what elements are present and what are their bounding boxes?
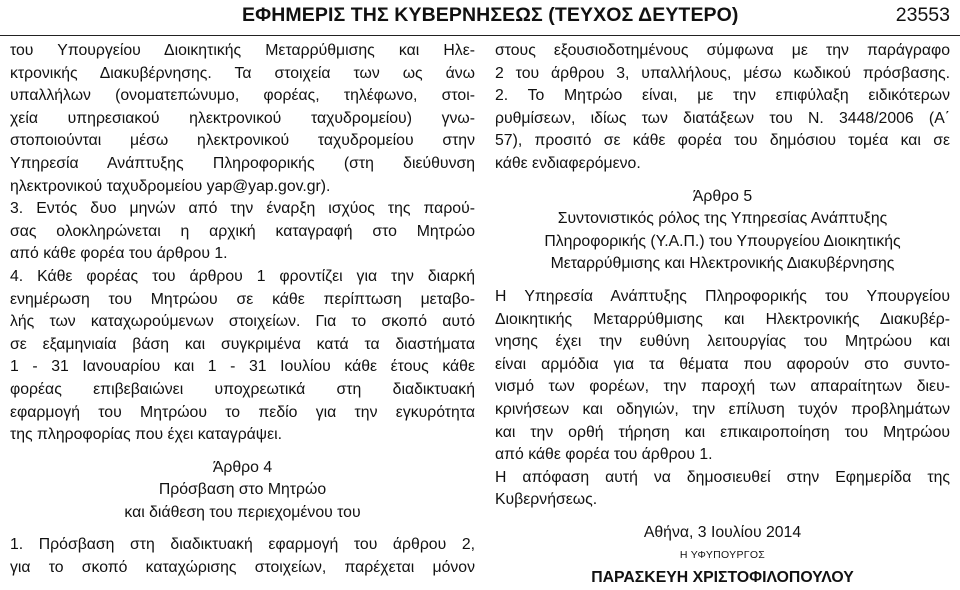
text-line: 2. Το Μητρώο είναι, με την επιφύλαξη ειδικότερων [495,87,950,105]
article-5-heading: Άρθρο 5 [692,187,753,205]
text-line: 1 - 31 Ιανουαρίου και 1 - 31 Ιουλίου κάθε έτους κάθε [10,358,475,376]
text-line: Η απόφαση αυτή να δημοσιευθεί στην Εφημερίδα της [495,468,950,486]
text-line: ενημέρωση του Μητρώου σε κάθε περίπτωση μεταβο- [10,290,475,308]
header-divider [0,35,960,36]
text-line: είναι αρμόδια για τα θέματα που αφορούν στο συντο- [495,355,950,373]
signatory-title: Η ΥΦΥΠΟΥΡΓΟΣ [679,549,766,562]
text-line: 3. Εντός δυο μηνών από την έναρξη ισχύος της παρού- [10,200,475,218]
text-line: Η Υπηρεσία Ανάπτυξης Πληροφορικής του Υπουργείου [495,287,950,305]
date-place: Αθήνα, 3 Ιουλίου 2014 [643,523,802,541]
text-line: υπαλλήλων (ονοματεπώνυμο, φορέας, τηλέφωνο, στοι- [10,87,475,105]
text-line: του Υπουργείου Διοικητικής Μεταρρύθμισης και Ηλε- [10,42,475,59]
text-line: για το σκοπό καταχώρισης στοιχείων, παρέχεται μόνον [10,559,475,577]
text-line: λής των καταχωρούμενων στοιχείων. Για το σκοπό αυτό [10,313,475,331]
text-line: φορέας επιβεβαιώνει υποχρεωτικά στη διαδικτυακή [10,380,475,398]
text-line: στους εξουσιοδοτημένους σύμφωνα με την παράγραφο [495,42,950,59]
article-5-title: Πληροφορικής (Υ.Α.Π.) του Υπουργείου Διοικητικής [544,232,901,250]
text-line: και την ορθή τήρηση και επικαιροποίηση του Μητρώου [495,423,950,441]
gazette-title: ΕΦΗΜΕΡΙΣ ΤΗΣ ΚΥΒΕΡΝΗΣΕΩΣ (ΤΕΥΧΟΣ ΔΕΥΤΕΡΟ) [242,4,739,26]
text-line: 4. Κάθε φορέας του άρθρου 1 φροντίζει για την διαρκή [10,267,475,285]
text-line: Κυβερνήσεως. [495,491,598,509]
text-line: κτρονικής Διακυβέρνησης. Τα στοιχεία των ως άνω [10,64,475,82]
article-5-title: Συντονιστικός ρόλος της Υπηρεσίας Ανάπτυξης [557,210,888,228]
text-line: σε εξαμηνιαία βάση και συγκριμένα κατά τα διαστήματα [10,335,475,353]
text-line: νισμό των φορέων, την παροχή των απαραίτητων διευ- [495,378,950,396]
signatory-name: ΠΑΡΑΣΚΕΥΗ ΧΡΙΣΤΟΦΙΛΟΠΟΥΛΟΥ [591,569,854,587]
text-line: της πληροφορίας που έχει καταγράψει. [10,426,283,444]
text-line: σας ολοκληρώνεται η αρχική καταγραφή στο Μητρώο [10,222,475,240]
text-line: κρινήσεων και οδηγιών, την επίλυση τυχόν προβλημάτων [495,400,950,418]
text-line: ηλεκτρονικού ταχυδρομείου yap@yap.gov.gr). [10,177,331,195]
left-column [10,40,475,580]
text-line: εφαρμογή του Μητρώου το πεδίο για την εγκυρότητα [10,403,475,421]
page-number: 23553 [895,4,950,26]
text-line: 57), προσιτό σε κάθε φορέα του δημόσιου τομέα και σε [495,132,950,150]
text-line: νησης έχει την ευθύνη λειτουργίας του Μητρώου και [495,333,950,351]
text-line: χεία υπηρεσιακού ηλεκτρονικού ταχυδρομείου) γνω- [10,109,475,127]
text-line: κάθε ενδιαφερόμενο. [495,154,641,172]
text-line: Διοικητικής Μεταρρύθμισης και Ηλεκτρονικής Διακυβέρ- [495,310,950,328]
text-line: στοποιούνται μέσω ηλεκτρονικού ταχυδρομείου στην [10,132,475,150]
article-4-title: και διάθεση του περιεχομένου του [124,503,361,521]
text-line: από κάθε φορέα του άρθρου 1. [10,245,228,263]
article-5-title: Μεταρρύθμισης και Ηλεκτρονικής Διακυβέρνησης [550,255,895,273]
text-line: ρυθμίσεων, ιδίως των διατάξεων του Ν. 3448/2006 (Α΄ [495,109,950,127]
right-column [495,40,950,590]
text-line: 1. Πρόσβαση στη διαδικτυακή εφαρμογή του άρθρου 2, [10,536,475,554]
article-4-title: Πρόσβαση στο Μητρώο [158,481,327,499]
article-4-heading: Άρθρο 4 [212,458,273,476]
page-header [0,0,960,36]
text-line: Υπηρεσία Ανάπτυξης Πληροφορικής (στη διεύθυνση [10,154,475,172]
text-line: από κάθε φορέα του άρθρου 1. [495,446,713,464]
text-line: 2 του άρθρου 3, υπαλλήλους, μέσω κωδικού πρόσβασης. [495,64,950,82]
